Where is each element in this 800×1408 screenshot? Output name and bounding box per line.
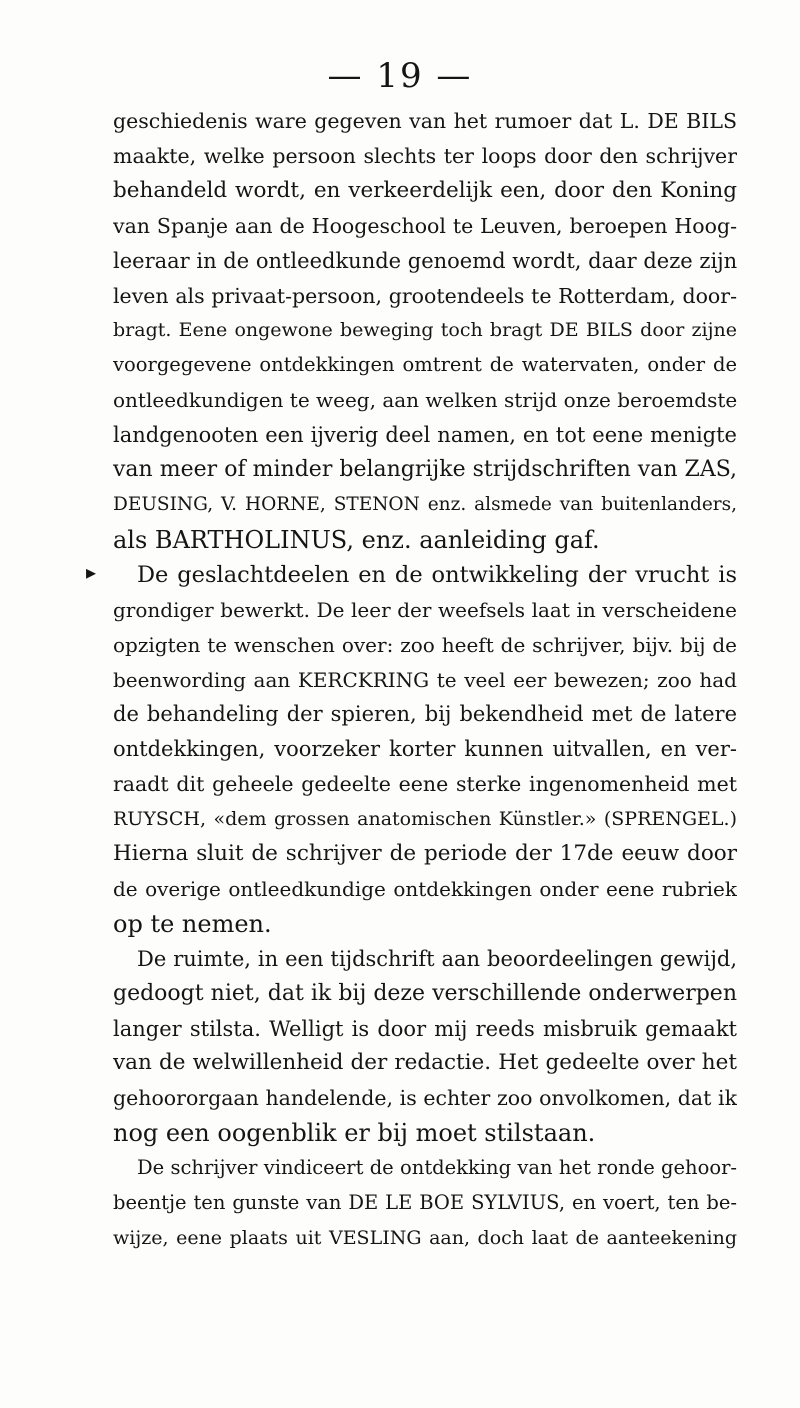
text-line: nog een oogenblik er bij moet stilstaan.: [113, 1119, 596, 1148]
page-number: — 19 —: [327, 56, 473, 96]
text-line: RUYSCH, «dem grossen anatomischen Künstler.» (SPRENGEL.): [113, 808, 737, 831]
text-line: van de welwillenheid der redactie. Het gedeelte over het: [113, 1050, 737, 1076]
text-line: als BARTHOLINUS, enz. aanleiding gaf.: [113, 525, 600, 554]
text-line: Hierna sluit de schrijver de periode der 17de eeuw door: [113, 841, 737, 867]
text-line: behandeld wordt, en verkeerdelijk een, door den Koning: [113, 177, 737, 203]
text-line: langer stilsta. Welligt is door mij reeds misbruik gemaakt: [113, 1016, 737, 1041]
text-line: De schrijver vindiceert de ontdekking van het ronde gehoor-: [137, 1156, 737, 1180]
text-line: leven als privaat-persoon, grootendeels te Rotterdam, door-: [113, 283, 737, 308]
text-line: op te nemen.: [113, 909, 272, 938]
text-line: de behandeling der spieren, bij bekendheid met de latere: [113, 702, 737, 727]
text-line: leeraar in de ontleedkunde genoemd wordt, daar deze zijn: [113, 248, 737, 273]
text-line: maakte, welke persoon slechts ter loops door den schrijver: [113, 143, 737, 168]
text-line: ontdekkingen, voorzeker korter kunnen uitvallen, en ver-: [113, 737, 737, 762]
text-line: gedoogt niet, dat ik bij deze verschillende onderwerpen: [113, 980, 737, 1006]
text-line: De geslachtdeelen en de ontwikkeling der vrucht is: [137, 561, 737, 588]
text-line: wijze, eene plaats uit VESLING aan, doch laat de aanteekening: [113, 1227, 737, 1249]
text-line: beenwording aan KERCKRING te veel eer bewezen; zoo had: [113, 667, 737, 692]
text-line: De ruimte, in een tijdschrift aan beoordeelingen gewijd,: [137, 946, 737, 971]
text-line: gehoororgaan handelende, is echter zoo onvolkomen, dat ik: [113, 1086, 737, 1111]
text-line: beentje ten gunste van DE LE BOE SYLVIUS, en voert, ten be-: [113, 1191, 737, 1215]
paragraph-marker: ▸: [86, 560, 97, 584]
body-text: [113, 104, 737, 1256]
text-line: grondiger bewerkt. De leer der weefsels laat in verscheidene: [113, 597, 737, 622]
text-line: voorgegevene ontdekkingen omtrent de watervaten, onder de: [113, 353, 737, 377]
text-line: van meer of minder belangrijke strijdschriften van ZAS,: [113, 457, 737, 483]
text-line: de overige ontleedkundige ontdekkingen onder eene rubriek: [113, 876, 737, 901]
text-line: ontleedkundigen te weeg, aan welken strijd onze beroemdste: [113, 388, 737, 413]
text-line: landgenooten een ijverig deel namen, en tot eene menigte: [113, 423, 737, 448]
text-line: van Spanje aan de Hoogeschool te Leuven, beroepen Hoog-: [113, 213, 737, 238]
text-line: raadt dit geheele gedeelte eene sterke ingenomenheid met: [113, 772, 737, 797]
text-line: geschiedenis ware gegeven van het rumoer dat L. DE BILS: [113, 109, 737, 133]
text-line: opzigten te wenschen over: zoo heeft de schrijver, bijv. bij de: [113, 632, 737, 657]
text-line: bragt. Eene ongewone beweging toch bragt DE BILS door zijne: [113, 319, 737, 342]
text-line: DEUSING, V. HORNE, STENON enz. alsmede van buitenlanders,: [113, 493, 737, 515]
